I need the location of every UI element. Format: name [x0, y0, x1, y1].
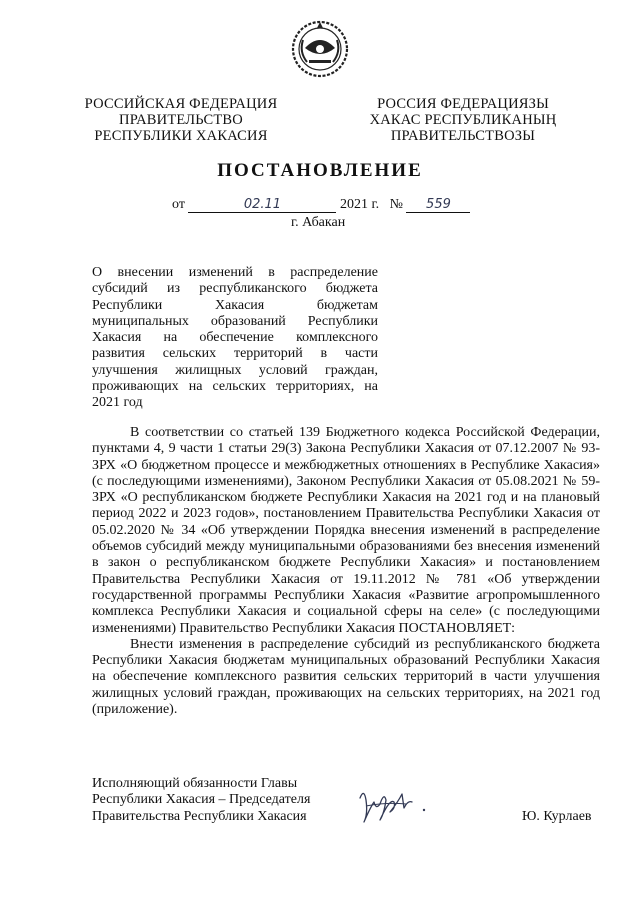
document-body: [92, 425, 600, 718]
handwritten-signature: [354, 780, 432, 828]
signer-name: Ю. Курлаев: [522, 809, 592, 824]
body-paragraph: В соответствии со статьей 139 Бюджетного кодекса Российской Федерации, пунктами 4, 9 части 1 статьи 29(3) Закона Республики Хакасия от 07.12.2007 № 93-ЗРХ «О бюджетном процессе и межбюджетных отношениях в Республике Хакасия» (с последующими изменениями), Законом Республики Хакасия от 05.08.2021 № 59-ЗРХ «О республиканском бюджете Республики Хакасия на 2021 год и на плановый период 2022 и 2023 годов», постановлением Правительства Республики Хакасия от 05.02.2020 № 34 «Об утверждении Порядка внесения изменений в распределение объемов субсидий между муниципальными образованиями без внесения изменений в закон о республиканском бюджете Республики Хакасия» и постановлением Правительства Республики Хакасия от 19.11.2012 № 781 «Об утверждении государственной программы Республики Хакасия «Развитие агропромышленного комплекса Республики Хакасия и социальной сферы на селе» (с последующими изменениями) Правительство Республики Хакасия ПОСТАНОВЛЯЕТ:: [92, 425, 600, 636]
document-subject: О внесении изменений в распределение субсидий из республиканского бюджета Республики Хакасия бюджетам муниципальных образований Республики Хакасия на обеспечение комплексного развития сельских территорий в части улучшения жилищных условий граждан, проживающих на сельских территориях, на 2021 год: [92, 265, 378, 411]
city: г. Абакан: [291, 215, 346, 230]
dateline: [172, 197, 470, 213]
number-field: [406, 197, 470, 213]
date-prefix: от: [172, 197, 185, 212]
header-left: [78, 96, 284, 144]
header-right-line: ПРАВИТЕЛЬСТВОЗЫ: [390, 128, 536, 144]
header-right: [356, 96, 570, 144]
header-left-line: ПРАВИТЕЛЬСТВО: [119, 112, 243, 128]
date-handwritten: 02.11: [243, 197, 282, 212]
coat-of-arms-icon: [291, 18, 349, 80]
signature-title-line: Правительства Республики Хакасия: [92, 808, 307, 824]
signature-title-line: Исполняющий обязанности Главы: [92, 776, 298, 791]
header-right-line: РОССИЯ ФЕДЕРАЦИЯЗЫ: [377, 96, 549, 112]
body-paragraph: Внести изменения в распределение субсидий из республиканского бюджета Республики Хакасия бюджетам муниципальных образований Республики Хакасия на обеспечение комплексного развития сельских территорий в части улучшения жилищных условий граждан, проживающих на сельских территориях, на 2021 год (приложение).: [92, 636, 600, 718]
header-right-line: ХАКАС РЕСПУБЛИКАНЫҢ: [369, 112, 557, 128]
header-left-line: РОССИЙСКАЯ ФЕДЕРАЦИЯ: [84, 96, 278, 112]
signature-title: [92, 776, 310, 825]
header-left-line: РЕСПУБЛИКИ ХАКАСИЯ: [94, 128, 268, 144]
document-title: ПОСТАНОВЛЕНИЕ: [217, 160, 423, 181]
date-year: 2021 г.: [339, 197, 380, 212]
number-sign: №: [389, 197, 403, 212]
date-field: [188, 197, 336, 213]
signature-title-line: Республики Хакасия – Председателя: [92, 792, 311, 808]
number-handwritten: 559: [426, 197, 451, 212]
